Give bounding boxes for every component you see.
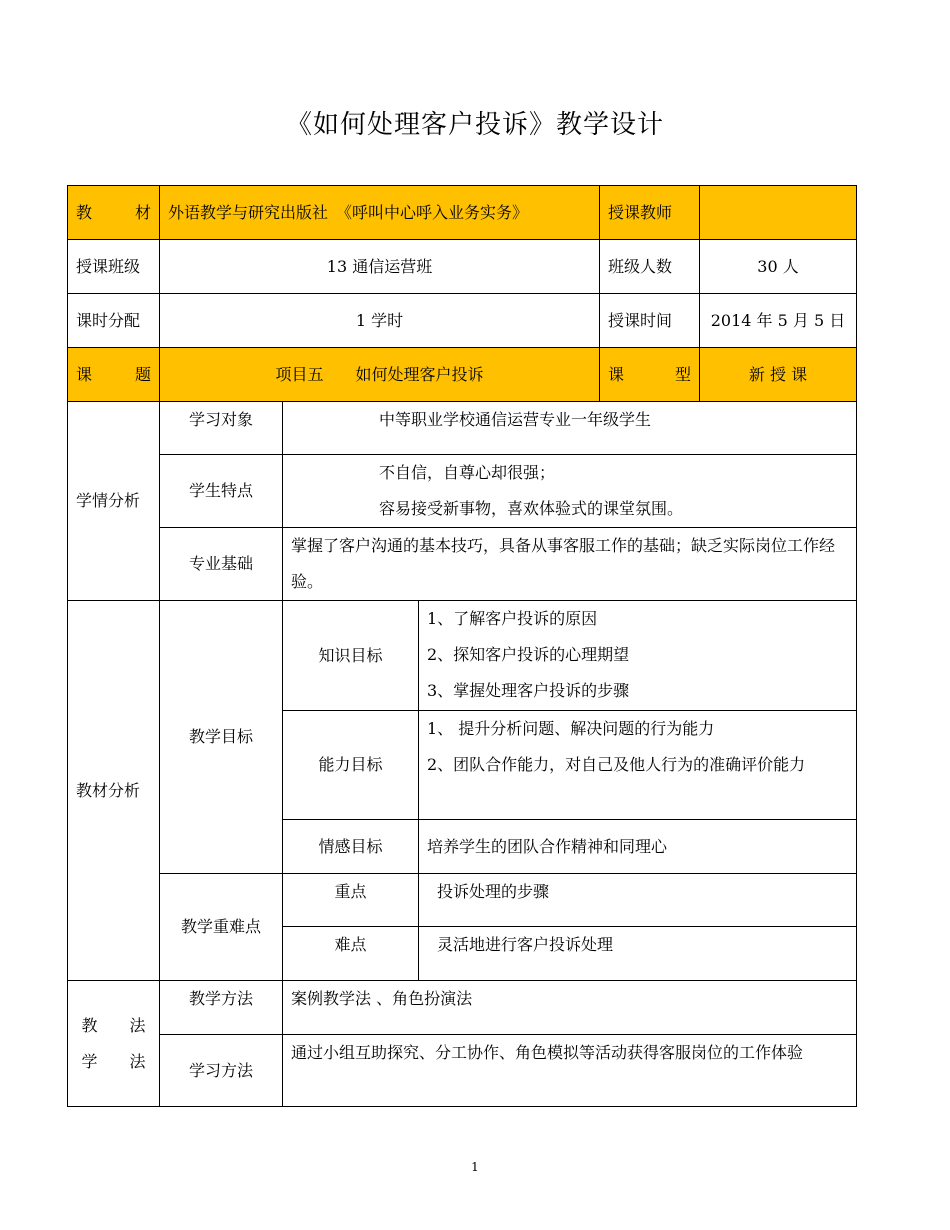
student-basis-label: 专业基础: [160, 528, 283, 601]
knowledge-goal-line: 3、掌握处理客户投诉的步骤: [427, 681, 630, 700]
class-value: 13 通信运营班: [160, 240, 600, 294]
student-basis-row: [68, 528, 857, 601]
document-title: 《如何处理客户投诉》教学设计: [285, 110, 664, 140]
teaching-method-label: 教学方法: [160, 981, 283, 1035]
student-target-label: 学习对象: [160, 402, 283, 455]
student-target-value: 中等职业学校通信运营专业一年级学生: [283, 402, 857, 455]
focus-value: 投诉处理的步骤: [419, 874, 857, 927]
student-trait-line: 不自信，自尊心却很强；: [379, 463, 556, 482]
teaching-goals-label: 教学目标: [160, 601, 283, 874]
learning-method-label: 学习方法: [160, 1035, 283, 1107]
textbook-value: 外语教学与研究出版社 《呼叫中心呼入业务实务》: [160, 186, 600, 240]
student-traits-label: 学生特点: [160, 455, 283, 528]
teacher-label: 授课教师: [600, 186, 700, 240]
knowledge-row: [68, 601, 857, 711]
hours-label: 课时分配: [68, 294, 160, 348]
key-points-label: 教学重难点: [160, 874, 283, 981]
knowledge-goal-line: 1、了解客户投诉的原因: [427, 609, 598, 628]
type-value: 新 授 课: [700, 348, 857, 402]
ability-goal-value: [419, 711, 857, 820]
topic-row: [68, 348, 857, 402]
learning-method-row: [68, 1035, 857, 1107]
time-label: 授课时间: [600, 294, 700, 348]
time-value: 2014 年 5 月 5 日: [700, 294, 857, 348]
teaching-method-value: 案例教学法 、角色扮演法: [283, 981, 857, 1035]
material-analysis-label: 教材分析: [68, 601, 160, 981]
class-label: 授课班级: [68, 240, 160, 294]
textbook-row: [68, 186, 857, 240]
student-target-row: [68, 402, 857, 455]
class-row: [68, 240, 857, 294]
teacher-value: [700, 186, 857, 240]
count-label: 班级人数: [600, 240, 700, 294]
ability-goal-line: 1、 提升分析问题、解决问题的行为能力: [427, 719, 715, 738]
hours-value: 1 学时: [160, 294, 600, 348]
methods-label: 教 法 学 法: [68, 981, 160, 1107]
lesson-plan-table: [67, 185, 857, 1107]
knowledge-goal-value: [419, 601, 857, 711]
student-trait-line: 容易接受新事物，喜欢体验式的课堂氛围。: [379, 499, 684, 518]
knowledge-goal-line: 2、探知客户投诉的心理期望: [427, 645, 630, 664]
topic-label: 课 题: [68, 348, 160, 402]
student-basis-value: 掌握了客户沟通的基本技巧，具备从事客服工作的基础；缺乏实际岗位工作经验。: [283, 528, 857, 601]
type-label: 课 型: [600, 348, 700, 402]
ability-goal-label: 能力目标: [283, 711, 419, 820]
difficulty-value: 灵活地进行客户投诉处理: [419, 927, 857, 981]
hours-row: [68, 294, 857, 348]
knowledge-goal-label: 知识目标: [283, 601, 419, 711]
count-value: 30 人: [700, 240, 857, 294]
difficulty-label: 难点: [283, 927, 419, 981]
student-traits-value: [283, 455, 857, 528]
student-analysis-label: 学情分析: [68, 402, 160, 601]
emotion-goal-label: 情感目标: [283, 820, 419, 874]
emotion-goal-value: 培养学生的团队合作精神和同理心: [419, 820, 857, 874]
page-number: 1: [471, 1160, 479, 1174]
focus-label: 重点: [283, 874, 419, 927]
focus-row: [68, 874, 857, 927]
teaching-method-row: [68, 981, 857, 1035]
textbook-label: 教 材: [68, 186, 160, 240]
learning-method-value: 通过小组互助探究、分工协作、角色模拟等活动获得客服岗位的工作体验: [283, 1035, 857, 1107]
student-traits-row: [68, 455, 857, 528]
topic-value: 项目五 如何处理客户投诉: [160, 348, 600, 402]
ability-goal-line: 2、团队合作能力，对自己及他人行为的准确评价能力: [427, 755, 806, 774]
